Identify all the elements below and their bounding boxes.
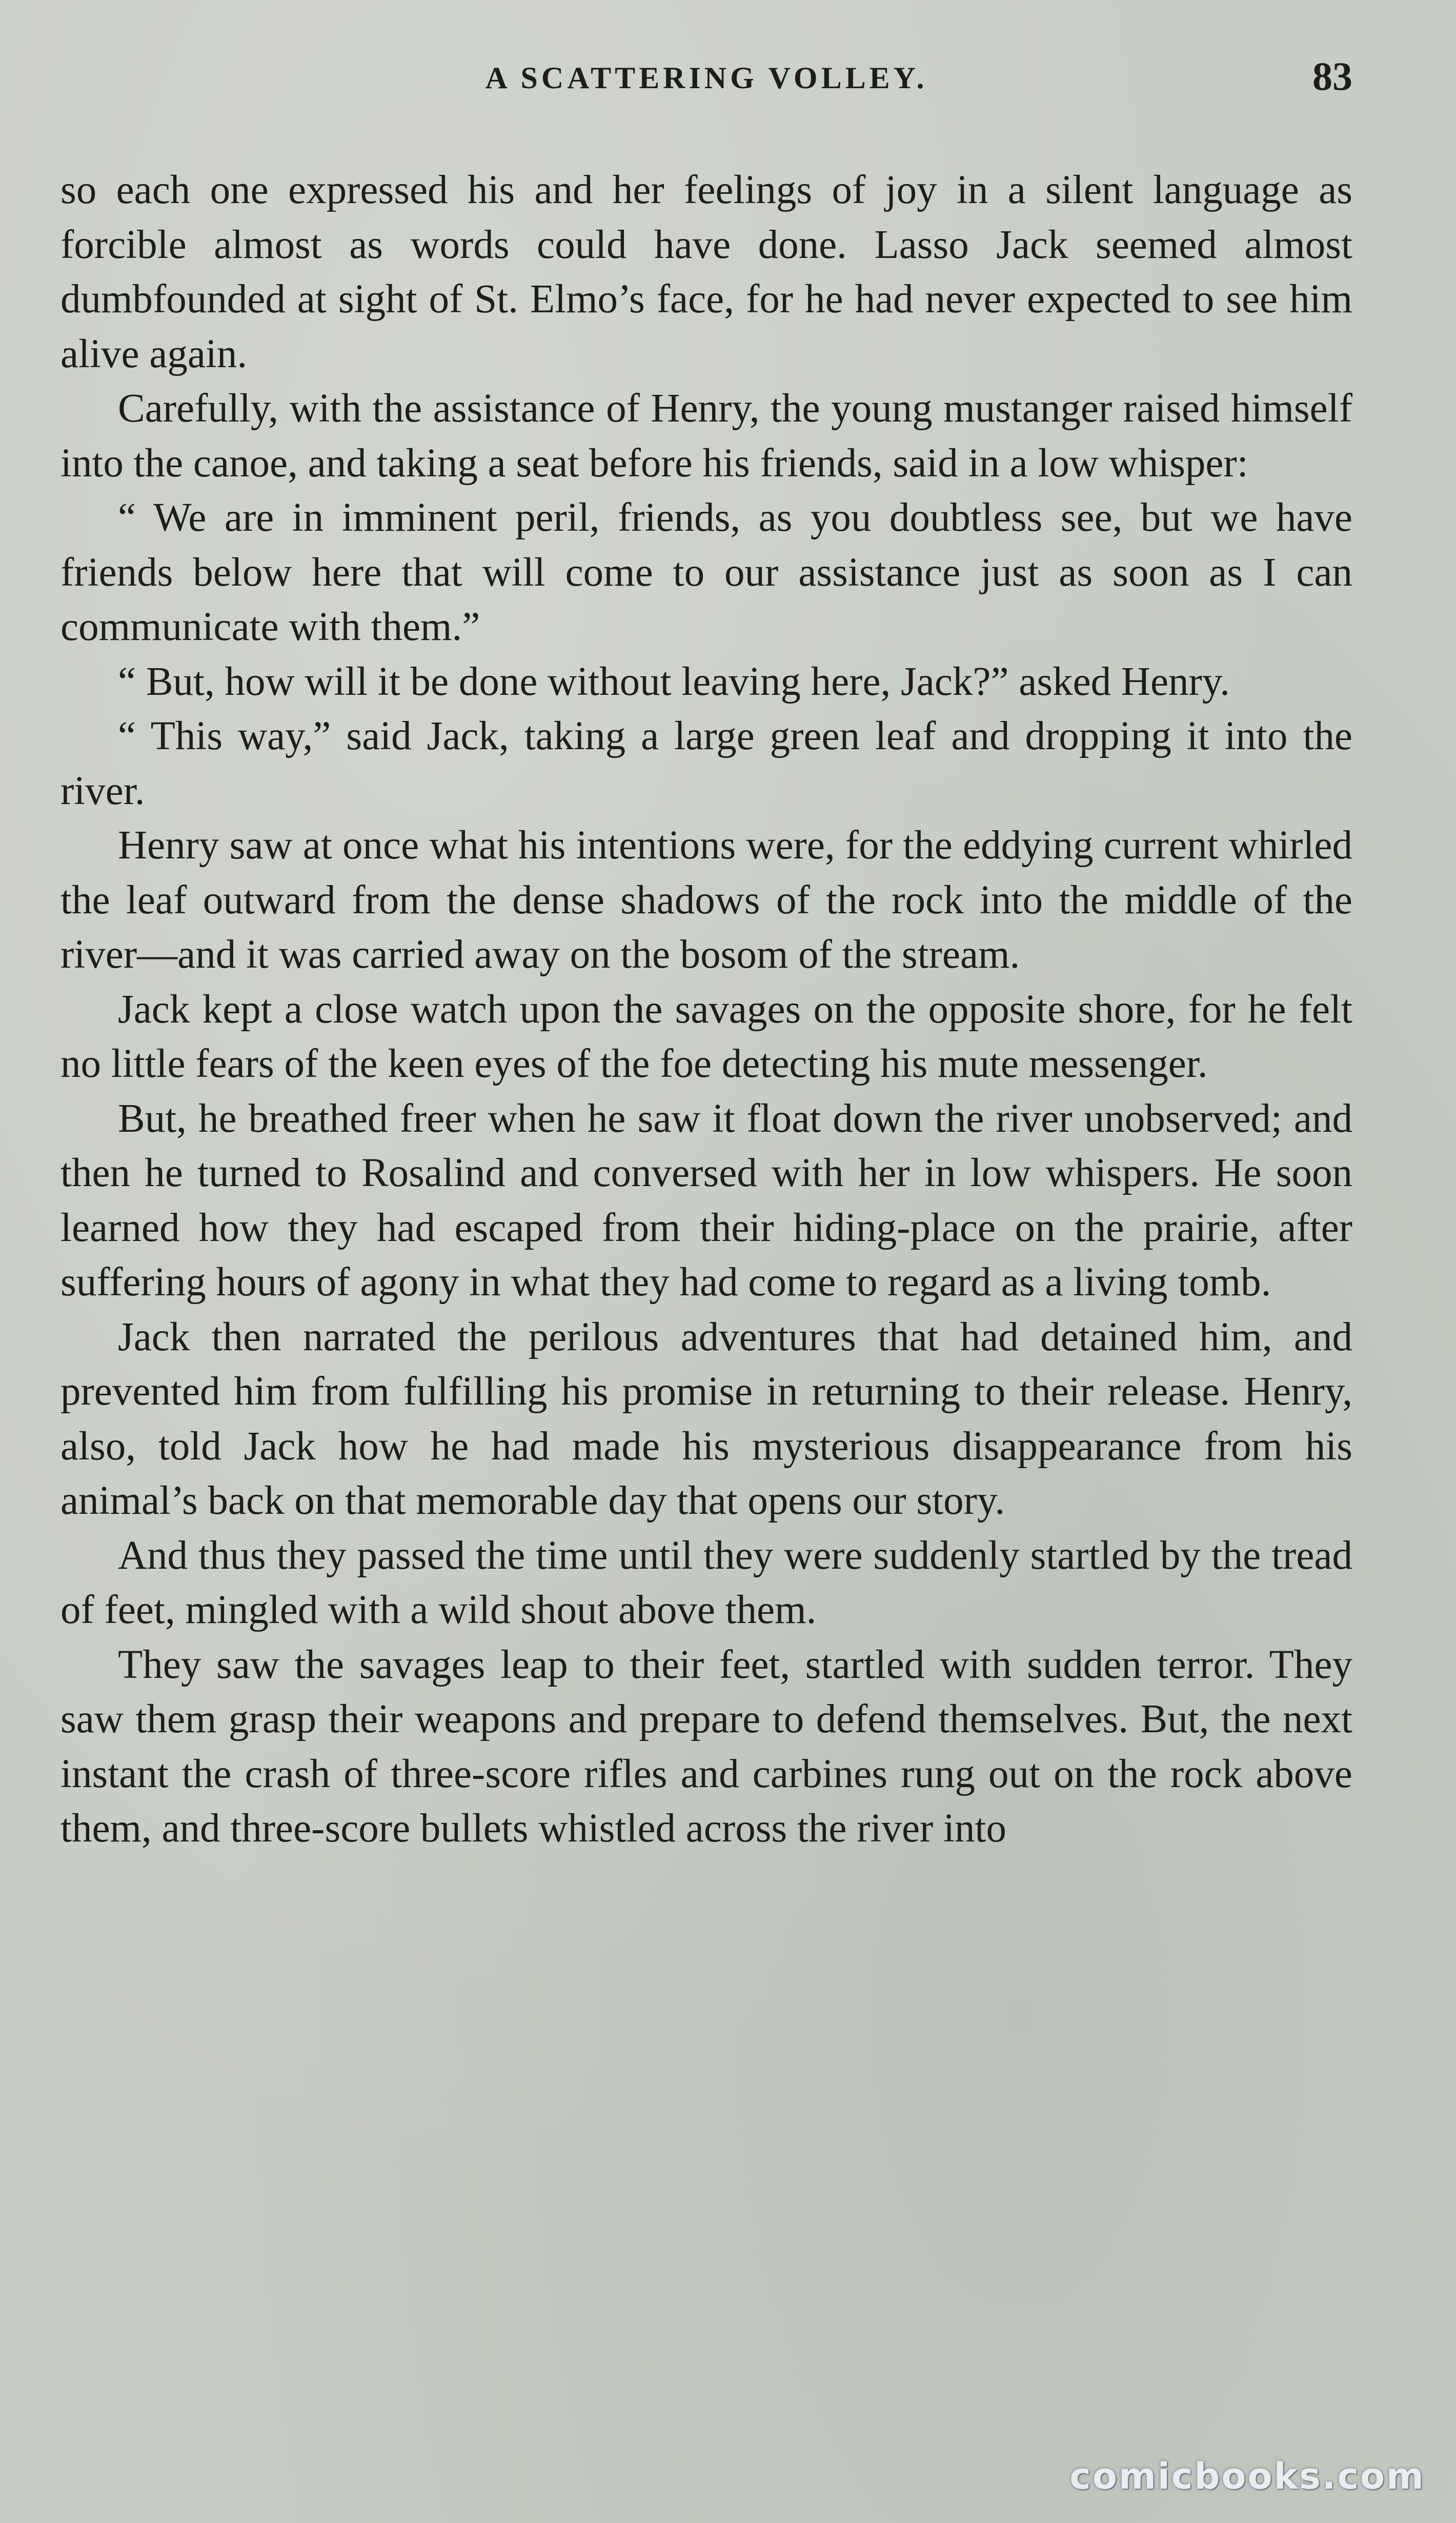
paragraph: “ We are in imminent peril, friends, as you doubtless see, but we have friends below here that will come to our assistance just as soon as I can communicate with them.” (60, 495, 1352, 649)
paragraph: Henry saw at once what his intentions were, for the eddying current whirled the leaf outward from the dense shadows of the rock into the middle of the river—and it was carried away on the bosom of the stream. (60, 823, 1352, 977)
paragraph: They saw the savages leap to their feet, startled with sudden terror. They saw them grasp their weapons and prepare to defend themselves. But, the next instant the crash of three-score rifles and carbines rung out on the rock above them, and three-score bullets whistled across the river into (60, 1642, 1352, 1851)
paragraph: so each one expressed his and her feelings of joy in a silent language as forcible almost as words could have done. Lasso Jack seemed almost dumbfounded at sight of St. Elmo’s face, for he had never expected to see him alive again. (60, 168, 1352, 376)
watermark: comicbooks.com (1069, 2455, 1425, 2497)
paragraph: Jack kept a close watch upon the savages on the opposite shore, for he felt no little fears of the keen eyes of the foe detecting his mute messenger. (60, 987, 1352, 1086)
running-title: A SCATTERING VOLLEY. (485, 61, 928, 95)
paragraph: “ But, how will it be done without leaving here, Jack?” asked Henry. (118, 659, 1230, 704)
body-text (60, 163, 1352, 1856)
paragraph: But, he breathed freer when he saw it float down the river unobserved; and then he turned to Rosalind and conversed with her in low whispers. He soon learned how they had escaped from their hiding-place on the prairie, after suffering hours of agony in what they had come to regard as a living tomb. (60, 1096, 1352, 1305)
paragraph: And thus they passed the time until they were suddenly startled by the tread of feet, mingled with a wild shout above them. (60, 1533, 1352, 1632)
paragraph: Carefully, with the assistance of Henry, the young mustanger raised himself into the canoe, and taking a seat before his friends, said in a low whisper: (60, 386, 1352, 486)
page-number: 83 (1312, 54, 1352, 98)
page-header (60, 54, 1352, 117)
paragraph: “ This way,” said Jack, taking a large green leaf and dropping it into the river. (60, 714, 1352, 813)
paragraph: Jack then narrated the perilous adventures that had detained him, and prevented him from fulfilling his promise in returning to their release. Henry, also, told Jack how he had made his mysterious disappearance from his animal’s back on that memorable day that opens our story. (60, 1314, 1352, 1523)
